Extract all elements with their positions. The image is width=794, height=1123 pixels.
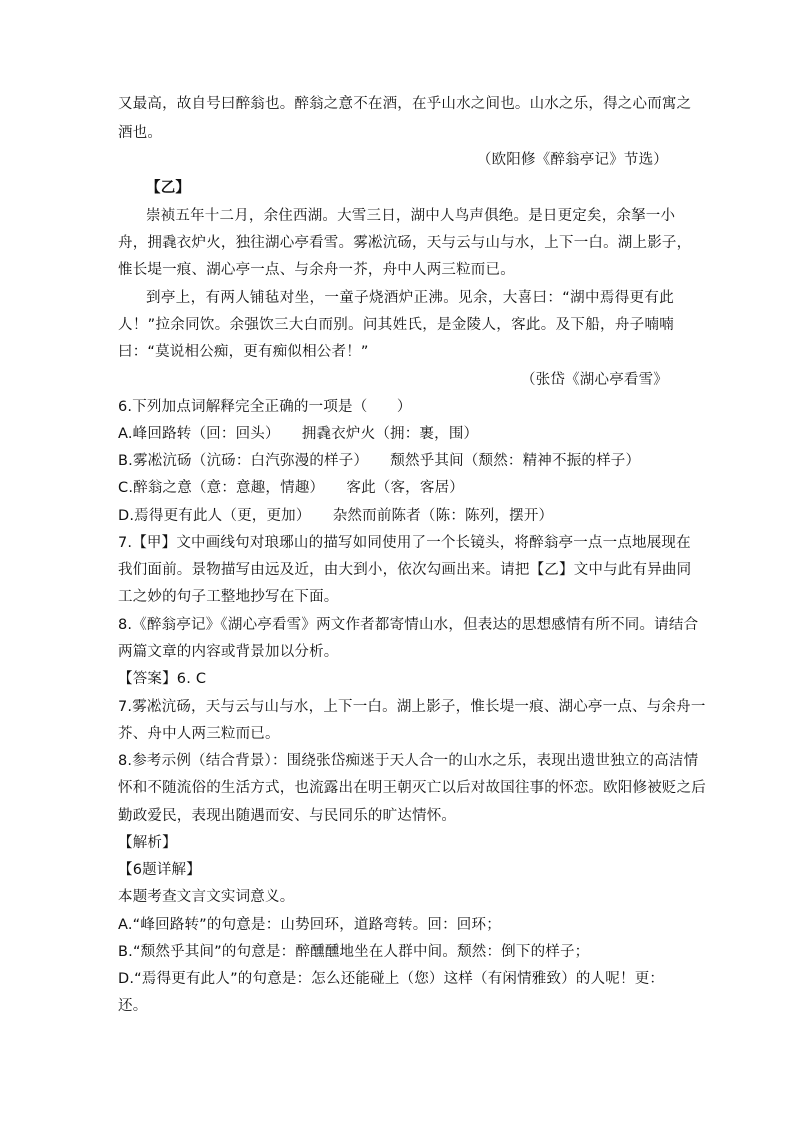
text-line: A.“峰回路转”的句意是：山势回环，道路弯转。回：回环； (118, 917, 501, 933)
text-line: 勤政爱民，表现出随遇而安、与民同乐的旷达情怀。 (118, 808, 457, 824)
analysis-sub-label: 【6题详解】 (118, 862, 201, 878)
text-line: 8.参考示例（结合背景）：围绕张岱痴迷于天人合一的山水之乐，表现出遗世独立的高洁情 (118, 753, 699, 769)
text-line: 工之妙的句子工整地抄写在下面。 (118, 589, 339, 605)
option-b: B.雾凇沆砀（沆砀：白汽弥漫的样子） 颓然乎其间（颓然：精神不振的样子） (118, 453, 641, 469)
text-line: 本题考查文言文实词意义。 (118, 889, 295, 905)
text-line: 7.雾凇沆砀，天与云与山与水，上下一白。湖上影子，惟长堤一痕、湖心亭一点、与余舟一 (118, 699, 706, 715)
source-citation: （欧阳修《醉翁亭记》节选） (476, 152, 668, 168)
text-line: 舟，拥毳衣炉火，独往湖心亭看雪。雾凇沆砀，天与云与山与水，上下一白。湖上影子， (118, 235, 692, 251)
text-line: 惟长堤一痕、湖心亭一点、与余舟一芥，舟中人两三粒而已。 (118, 262, 515, 278)
text-line: 酒也。 (118, 125, 163, 141)
text-line: 两篇文章的内容或背景加以分析。 (118, 644, 339, 660)
option-c: C.醉翁之意（意：意趣，情趣） 客此（客，客居） (118, 480, 464, 496)
text-line: 又最高，故自号曰醉翁也。醉翁之意不在酒，在乎山水之间也。山水之乐，得之心而寓之 (118, 96, 692, 112)
option-a: A.峰回路转（回：回头） 拥毳衣炉火（拥：裹，围） (118, 426, 479, 442)
analysis-label: 【解析】 (118, 835, 177, 851)
source-citation: （张岱《湖心亭看雪》 (521, 372, 668, 388)
text-line: 到亭上，有两人铺毡对坐，一童子烧酒炉正沸。见余，大喜曰：“湖中焉得更有此 (146, 290, 674, 306)
question-stem: 8.《醉翁亭记》《湖心亭看雪》两文作者都寄情山水，但表达的思想感情有所不同。请结合 (118, 617, 699, 633)
text-line: 怀和不随流俗的生活方式，也流露出在明王朝灭亡以后对故国往事的怀恋。欧阳修被贬之后 (118, 780, 706, 796)
text-line: 芥、舟中人两三粒而已。 (118, 726, 280, 742)
text-line: 还。 (118, 998, 148, 1014)
text-line: 崇祯五年十二月，余住西湖。大雪三日，湖中人鸟声俱绝。是日更定矣，余拏一小 (146, 208, 676, 224)
question-stem: 6.下列加点词解释完全正确的一项是（ ） (118, 399, 412, 415)
text-line: D.“焉得更有此人”的句意是：怎么还能碰上（您）这样（有闲情雅致）的人呢！更： (118, 971, 665, 987)
option-d: D.焉得更有此人（更，更加） 杂然而前陈者（陈：陈列，摆开） (118, 508, 554, 524)
text-line: 人！”拉余同饮。余强饮三大白而别。问其姓氏，是金陵人，客此。及下船，舟子喃喃 (118, 317, 674, 333)
answer-label: 【答案】6. C (118, 671, 207, 687)
question-stem: 7.【甲】文中画线句对琅琊山的描写如同使用了一个长镜头，将醉翁亭一点一点地展现在 (118, 535, 691, 551)
text-line: B.“颓然乎其间”的句意是：醉醺醺地坐在人群中间。颓然：倒下的样子； (118, 944, 590, 960)
text-line: 曰：“莫说相公痴，更有痴似相公者！” (118, 344, 369, 360)
section-heading: 【乙】 (146, 180, 191, 196)
text-line: 我们面前。景物描写由远及近，由大到小，依次勾画出来。请把【乙】文中与此有异曲同 (118, 562, 692, 578)
